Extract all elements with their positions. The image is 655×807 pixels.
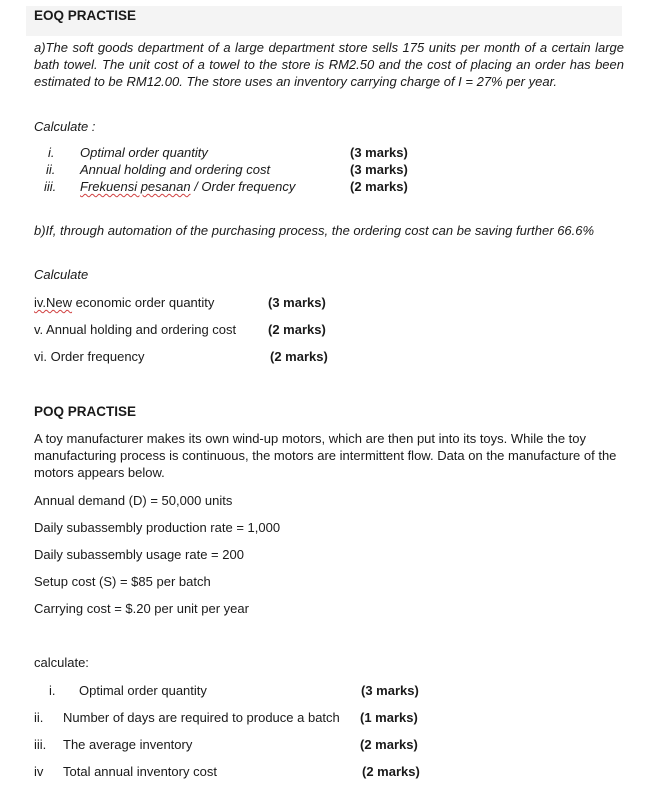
item-b-label: vi. Order frequency <box>34 349 145 364</box>
eoq-title: EOQ PRACTISE <box>34 8 137 23</box>
spellcheck-word: iv.New <box>34 295 73 310</box>
poq-item-label: Number of days are required to produce a batch <box>63 710 340 725</box>
item-a-label <box>80 179 295 194</box>
poq-item-label: Optimal order quantity <box>79 683 207 698</box>
item-b-marks: (2 marks) <box>268 322 326 337</box>
item-a-marks: (3 marks) <box>350 145 408 160</box>
poq-item-marks: (1 marks) <box>360 710 418 725</box>
item-b-marks: (3 marks) <box>268 295 326 310</box>
poq-fact: Setup cost (S) = $85 per batch <box>34 574 211 589</box>
item-b-label-rest: economic order quantity <box>72 295 215 310</box>
poq-title: POQ PRACTISE <box>34 404 137 419</box>
poq-fact: Daily subassembly usage rate = 200 <box>34 547 244 562</box>
item-a-num: ii. <box>46 162 56 177</box>
item-a-marks: (2 marks) <box>350 179 408 194</box>
item-a-label: Optimal order quantity <box>80 145 208 160</box>
eoq-question-a: a)The soft goods department of a large department store sells 175 units per month of a certain large bath towel. The unit cost of a towel to the store is RM2.50 and the cost of placing an order has been estimated to be RM12.00. The store uses an inventory carrying charge of I = 27% per year. <box>34 40 624 89</box>
calculate-a-label: Calculate : <box>34 119 96 134</box>
poq-item-num: iii. <box>34 737 47 752</box>
poq-intro: A toy manufacturer makes its own wind-up motors, which are then put into its toys. While the toy manufacturing process is continuous, the motors are intermittent flow. Data on the manufacture of the motors appears below. <box>34 431 617 480</box>
poq-item-num: iv <box>34 764 44 779</box>
item-a-num: iii. <box>44 179 57 194</box>
item-a-label-rest: / Order frequency <box>190 179 296 194</box>
poq-item-label: Total annual inventory cost <box>63 764 217 779</box>
poq-calculate-label: calculate: <box>34 655 89 670</box>
eoq-question-b: b)If, through automation of the purchasing process, the ordering cost can be saving further 66.6% <box>34 223 595 238</box>
poq-fact: Daily subassembly production rate = 1,000 <box>34 520 281 535</box>
poq-item-num: i. <box>49 683 56 698</box>
poq-fact: Annual demand (D) = 50,000 units <box>34 493 233 508</box>
poq-item-marks: (2 marks) <box>360 737 418 752</box>
item-a-marks: (3 marks) <box>350 162 408 177</box>
poq-item-label: The average inventory <box>63 737 193 752</box>
poq-item-marks: (3 marks) <box>361 683 419 698</box>
item-b-label: v. Annual holding and ordering cost <box>34 322 237 337</box>
item-b-label <box>34 295 214 310</box>
item-a-label: Annual holding and ordering cost <box>80 162 271 177</box>
calculate-b-label: Calculate <box>34 267 89 282</box>
item-b-marks: (2 marks) <box>270 349 328 364</box>
spellcheck-word: Frekuensi pesanan <box>80 179 191 194</box>
poq-fact: Carrying cost = $.20 per unit per year <box>34 601 249 616</box>
poq-item-marks: (2 marks) <box>362 764 420 779</box>
item-a-num: i. <box>48 145 55 160</box>
poq-item-num: ii. <box>34 710 44 725</box>
